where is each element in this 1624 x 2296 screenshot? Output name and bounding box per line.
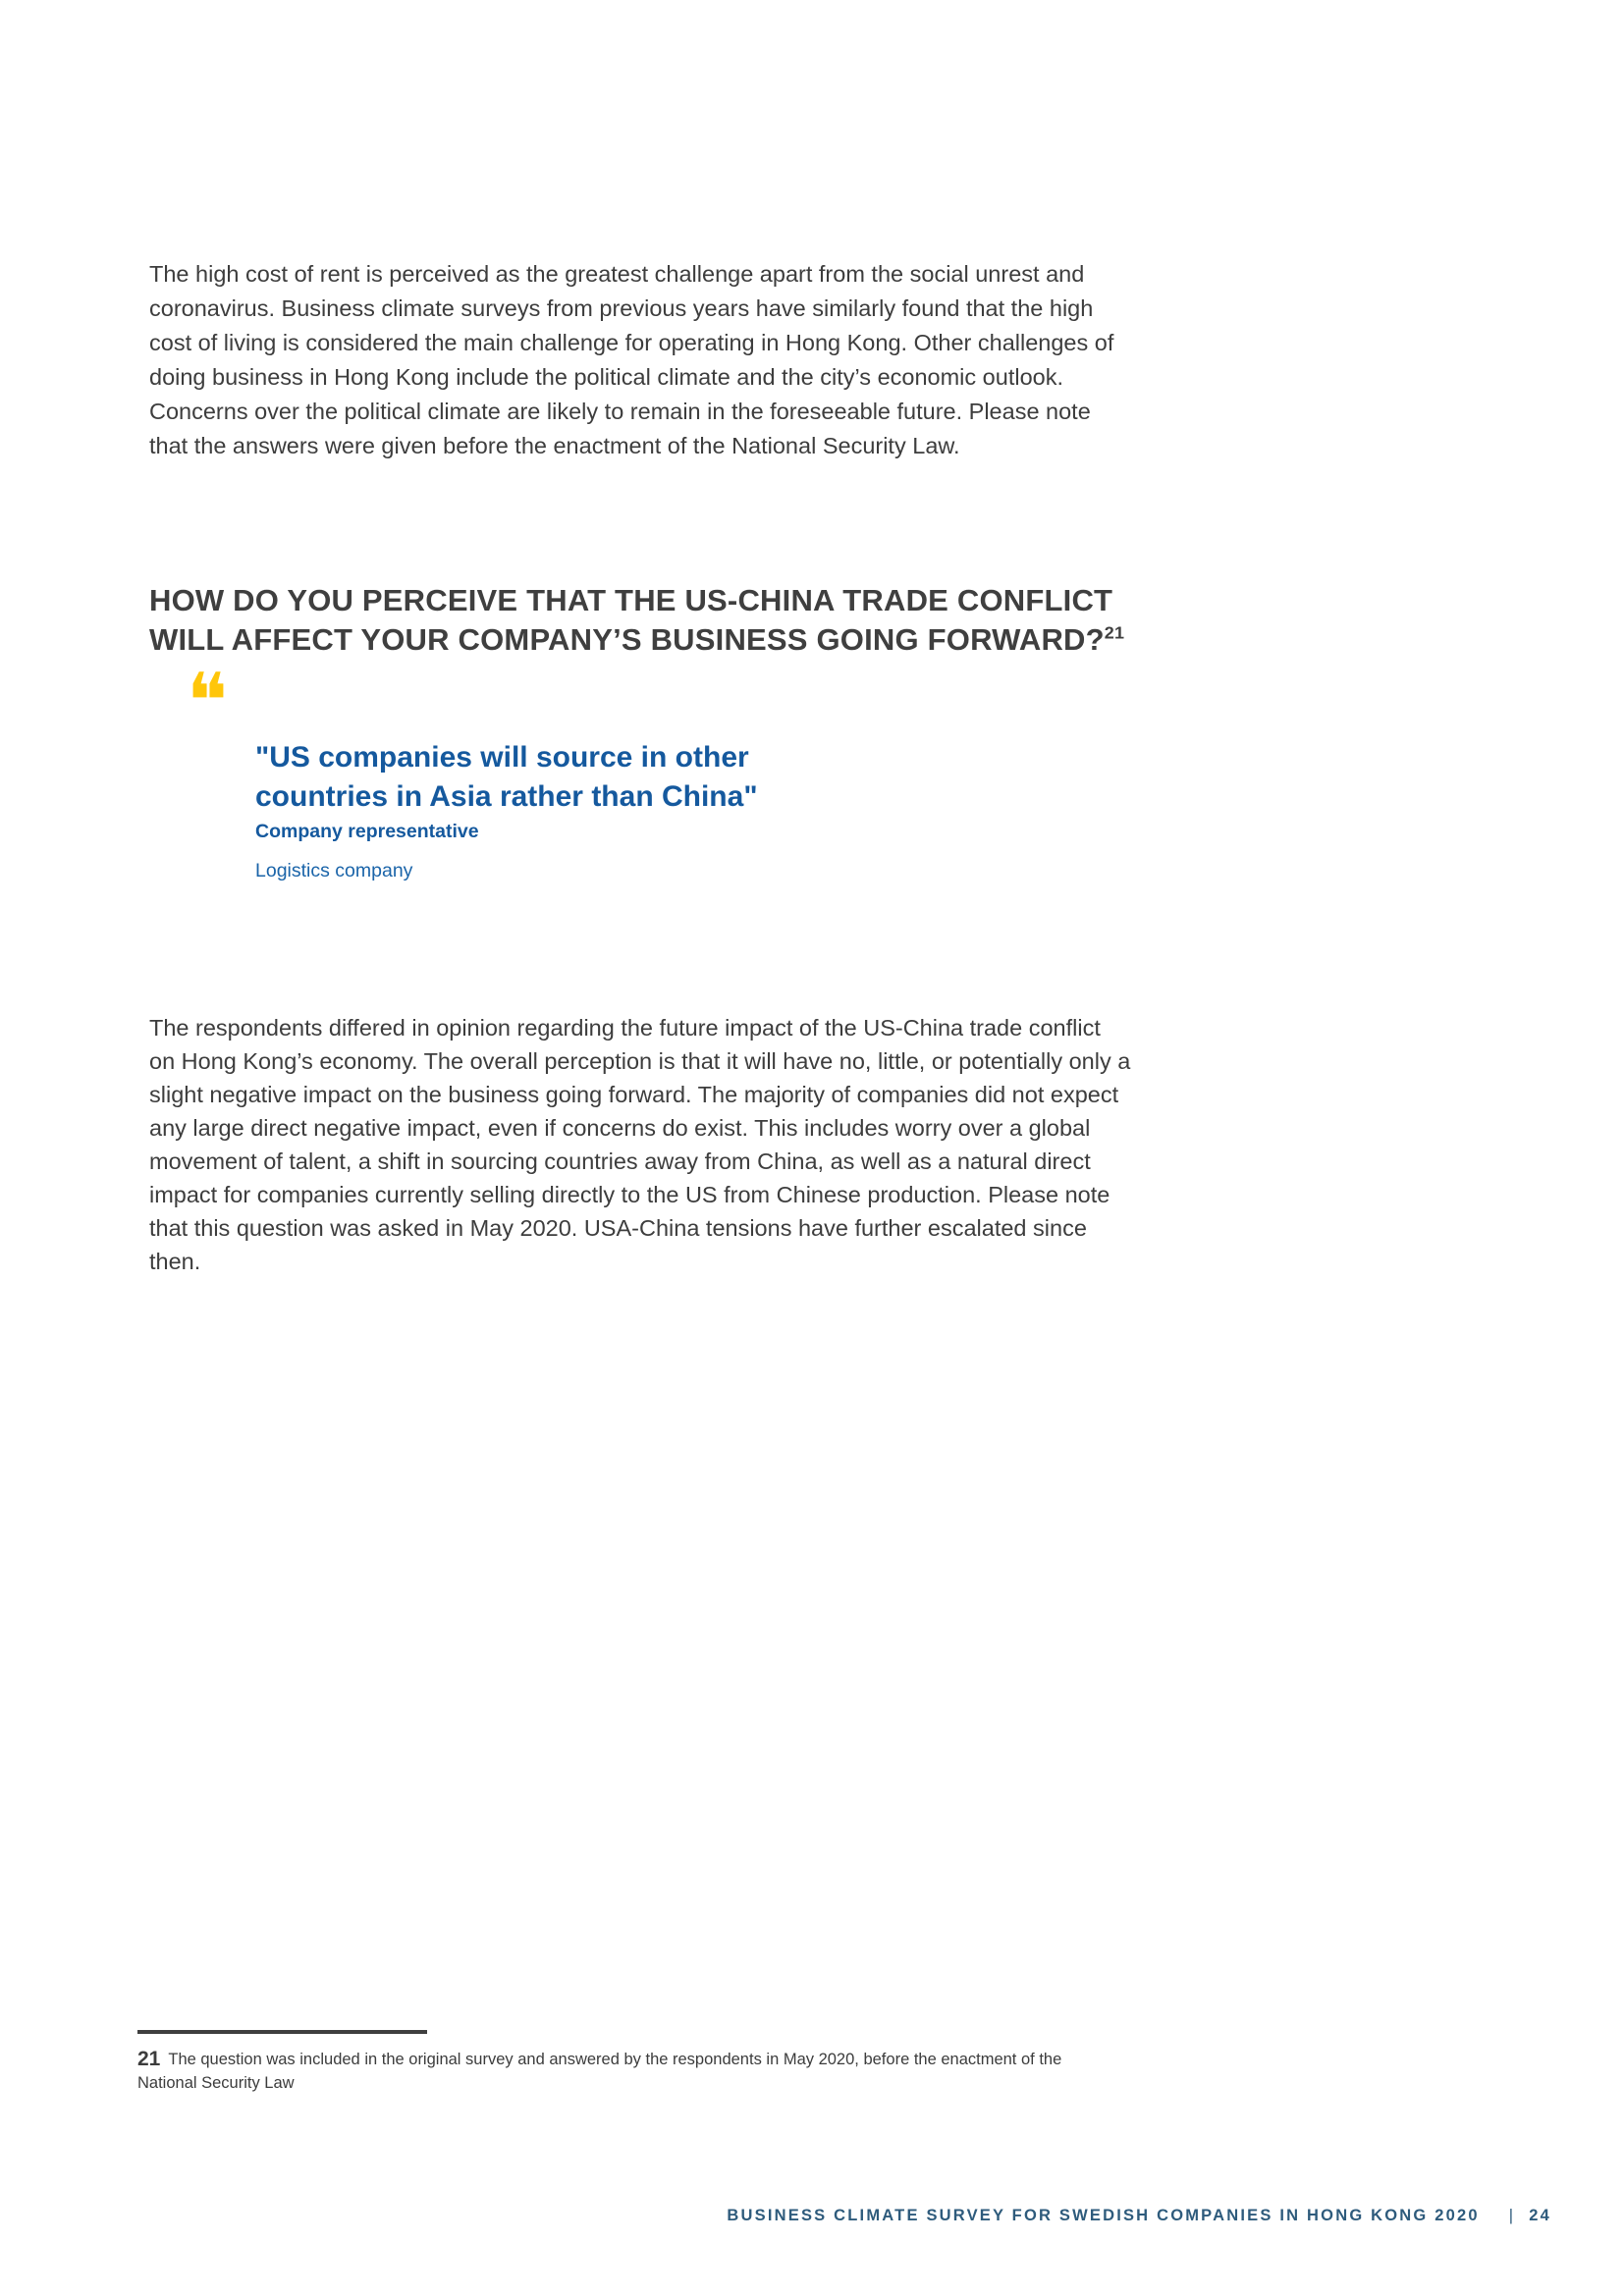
section-heading-line1: HOW DO YOU PERCEIVE THAT THE US-CHINA TRADE CONFLICT: [149, 582, 1113, 617]
page-footer: [727, 2207, 1551, 2225]
pull-quote: [255, 738, 1139, 817]
footnote-text: The question was included in the original survey and answered by the respondents in May 2020, before the enactment of the National Security Law: [137, 2051, 1062, 2092]
footnote: [137, 2048, 1105, 2095]
footer-separator: |: [1508, 2207, 1516, 2224]
pull-quote-line1: "US companies will source in other: [255, 741, 749, 774]
section-heading: [149, 581, 1229, 660]
analysis-paragraph: The respondents differed in opinion regarding the future impact of the US-China trade conflict on Hong Kong’s economy. The overall perception is that it will have no, little, or potentially only a slight negative impact on the business going forward. The majority of companies did not expect any large direct negative impact, even if concerns do exist. This includes worry over a global movement of talent, a shift in sourcing countries away from China, as well as a natural direct impact for companies currently selling directly to the US from Chinese production. Please note that this question was asked in May 2020. USA-China tensions have further escalated since then.: [149, 1014, 1131, 1274]
section-heading-line2: WILL AFFECT YOUR COMPANY’S BUSINESS GOING FORWARD?: [149, 621, 1105, 657]
pull-quote-line2: countries in Asia rather than China": [255, 780, 758, 813]
heading-footnote-reference: 21: [1104, 622, 1125, 643]
intro-paragraph: The high cost of rent is perceived as the greatest challenge apart from the social unrest and coronavirus. Business climate surveys from previous years have similarly found that the high cost of living is considered the main challenge for operating in Hong Kong. Other challenges of doing business in Hong Kong include the political climate and the city’s economic outlook. Concerns over the political climate are likely to remain in the foreseeable future. Please note that the answers were given before the enactment of the National Security Law.: [149, 260, 1114, 458]
quote-attribution: Company representative: [255, 821, 479, 842]
footnote-number: 21: [137, 2048, 161, 2070]
quotation-mark-icon: ❝: [187, 658, 228, 746]
quote-organization: Logistics company: [255, 860, 413, 881]
footer-page-number: 24: [1529, 2207, 1551, 2224]
footer-report-title: BUSINESS CLIMATE SURVEY FOR SWEDISH COMPANIES IN HONG KONG 2020: [727, 2207, 1480, 2224]
footnote-divider: [137, 2030, 427, 2034]
